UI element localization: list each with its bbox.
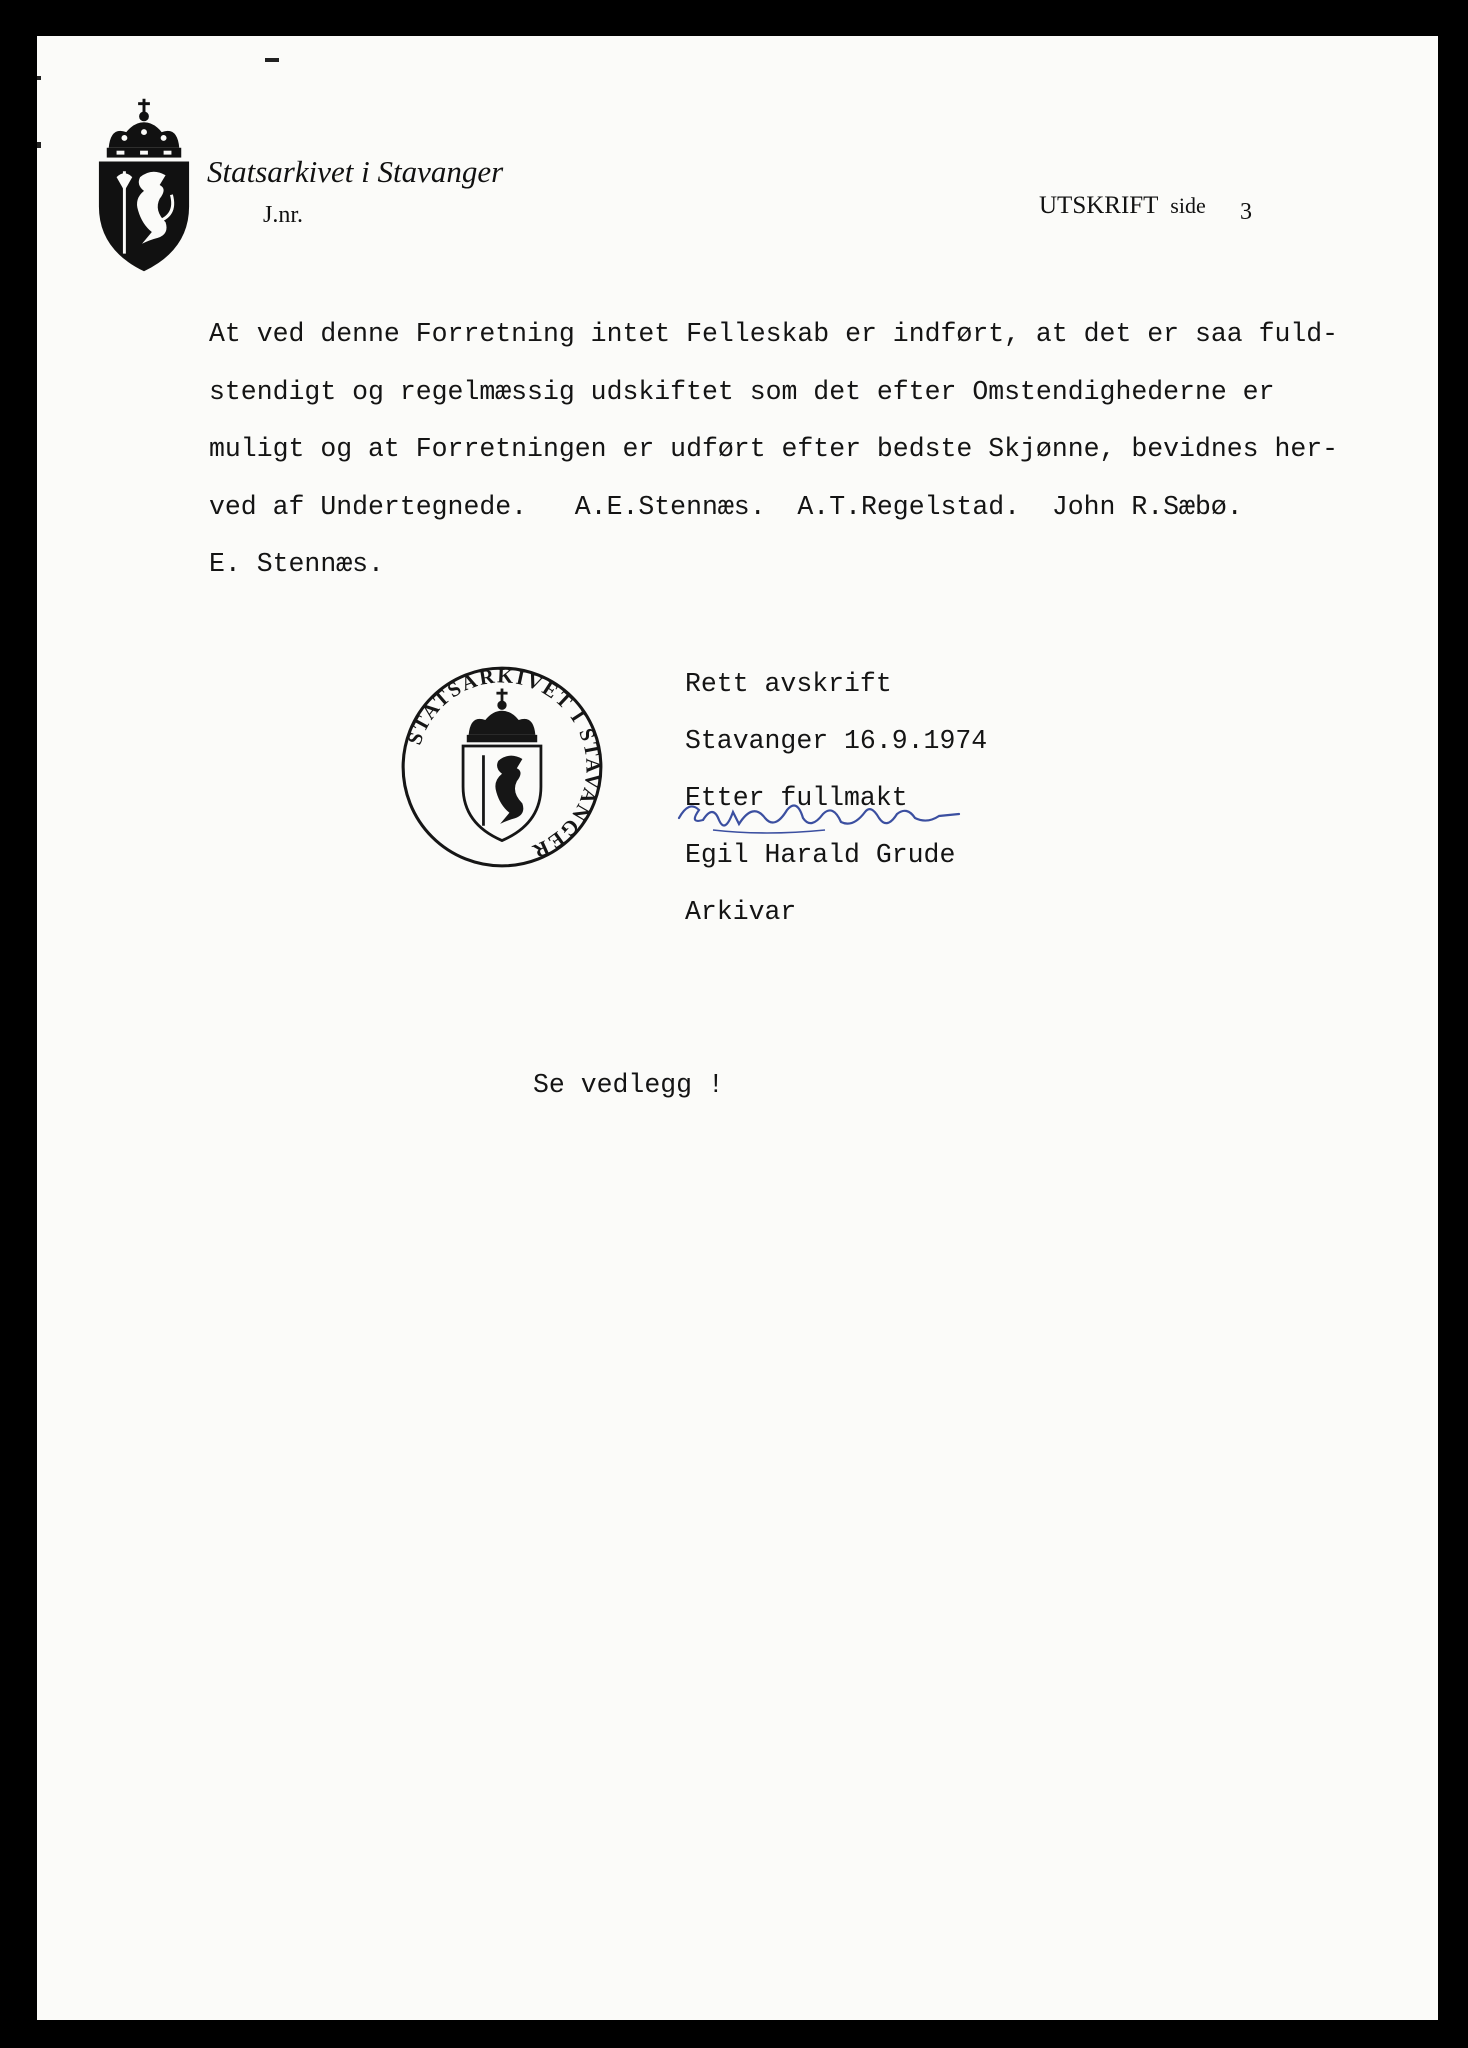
body-line: stendigt og regelmæssig udskiftet som det efter Omstendighederne er xyxy=(209,376,1275,407)
scan-speck xyxy=(37,142,41,148)
scan-speck xyxy=(265,58,279,62)
coat-of-arms-icon xyxy=(95,96,193,274)
journal-number-label: J.nr. xyxy=(263,202,304,228)
document-page xyxy=(37,36,1438,2020)
closing-line: Arkivar xyxy=(685,897,797,927)
attachment-note: Se vedlegg ! xyxy=(533,1070,724,1100)
utskrift-label: UTSKRIFT xyxy=(1039,192,1159,219)
body-line: At ved denne Forretning intet Felleskab er indført, at det er saa fuld- xyxy=(209,319,1339,349)
closing-line: Egil Harald Grude xyxy=(685,840,956,870)
closing-line: Stavanger 16.9.1974 xyxy=(685,726,988,756)
institution-name: Statsarkivet i Stavanger xyxy=(207,154,504,189)
body-text xyxy=(209,306,1438,594)
side-label: side xyxy=(1170,193,1206,218)
scan-speck xyxy=(37,76,41,80)
body-line: muligt og at Forretningen er udført efter bedste Skjønne, bevidnes her- xyxy=(209,434,1339,464)
page-number: 3 xyxy=(1239,199,1252,225)
closing-line: Etter fullmakt xyxy=(685,783,908,813)
archive-seal-stamp xyxy=(399,664,605,870)
seal-text: STATSARKIVET I STAVANGER xyxy=(403,665,604,863)
body-line: E. Stennæs. xyxy=(209,549,384,579)
body-line: ved af Undertegnede. A.E.Stennæs. A.T.Regelstad. John R.Sæbø. xyxy=(209,491,1243,522)
handwritten-signature xyxy=(675,794,975,844)
utskrift-header xyxy=(1039,192,1252,225)
closing-line: Rett avskrift xyxy=(685,669,892,699)
